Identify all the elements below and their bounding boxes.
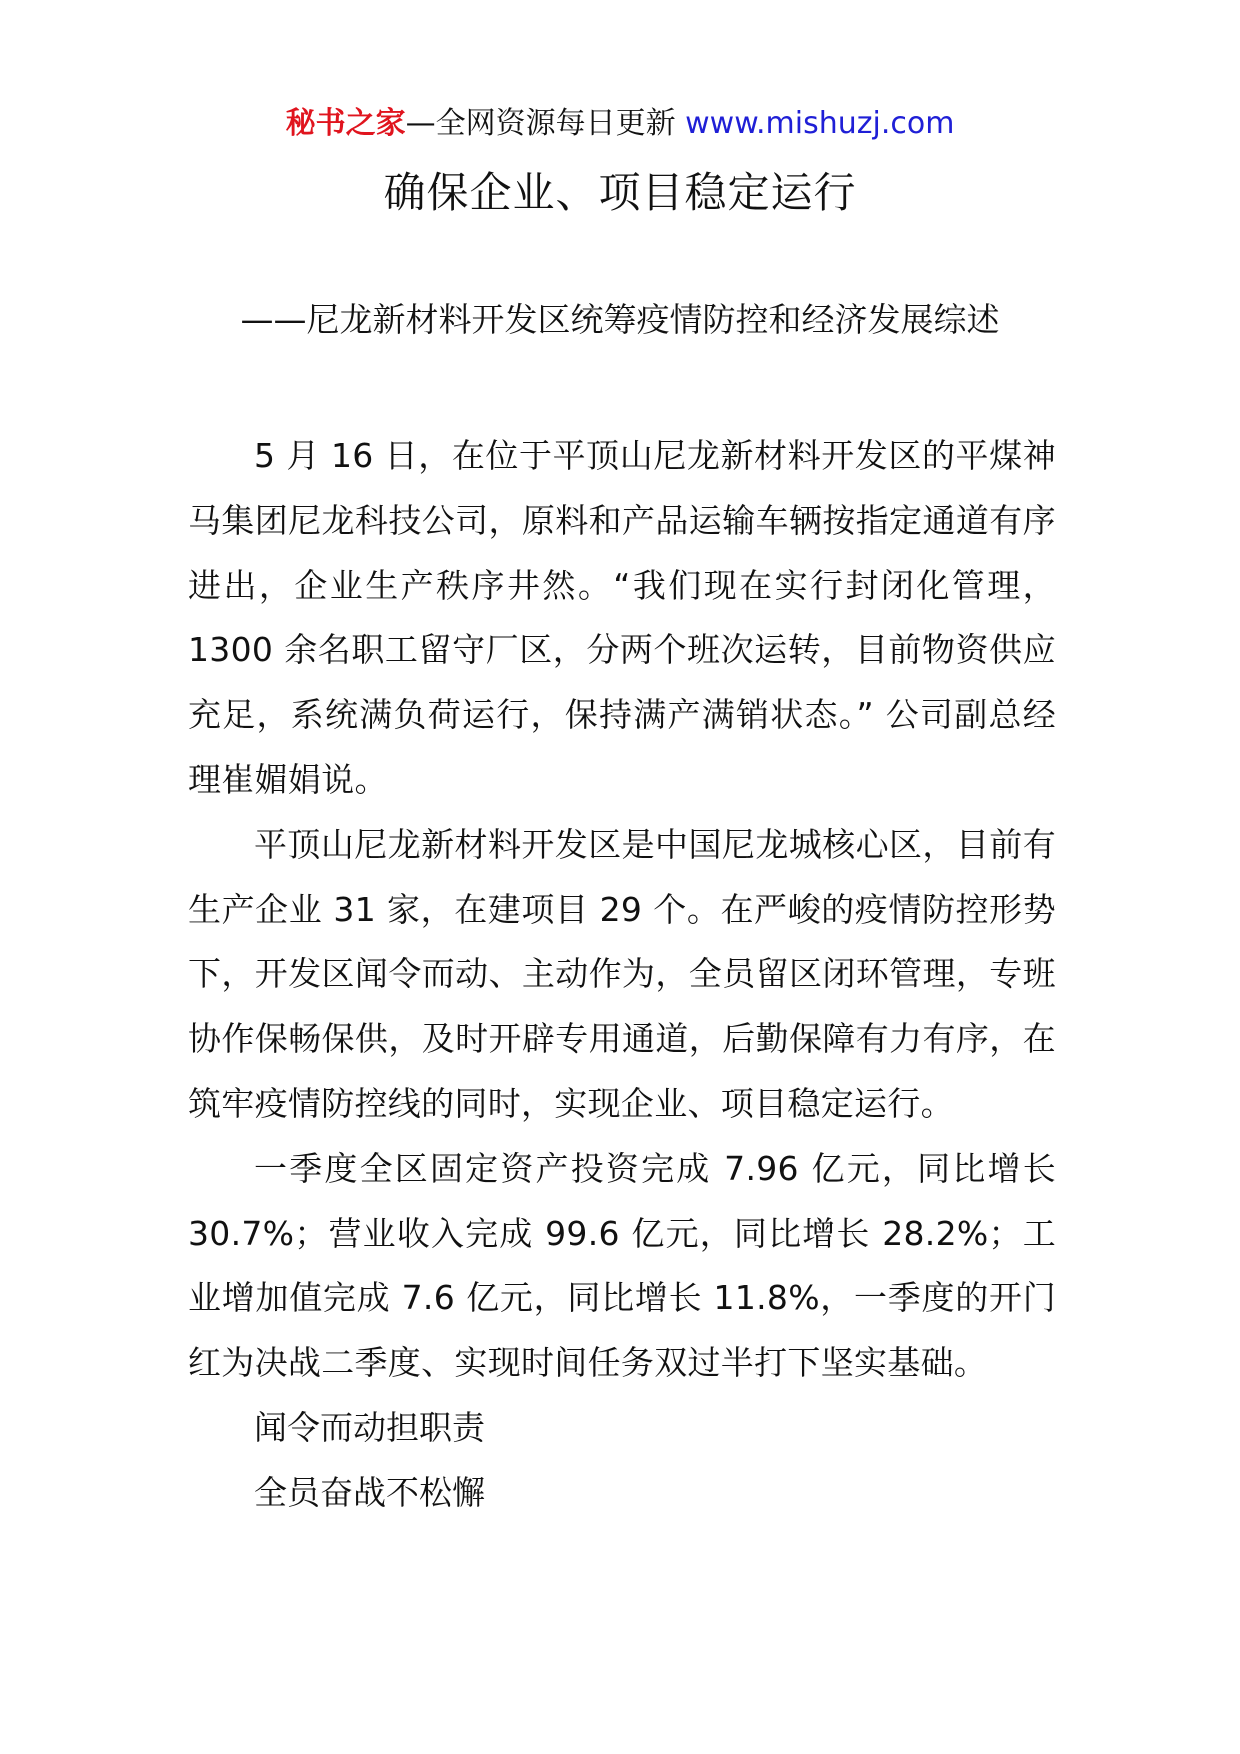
body-paragraph: 一季度全区固定资产投资完成 7.96 亿元，同比增长30.7%；营业收入完成 99.6 亿元，同比增长 28.2%；工业增加值完成 7.6 亿元，同比增长 11.8%，一季度的开门红为决战二季度、实现时间任务双过半打下坚实基础。 [188, 1148, 1056, 1383]
body-paragraph: 5 月 16 日，在位于平顶山尼龙新材料开发区的平煤神马集团尼龙科技公司，原料和产品运输车辆按指定通道有序进出，企业生产秩序井然。“我们现在实行封闭化管理，1300 余名职工留守厂区，分两个班次运转，目前物资供应充足，系统满负荷运行，保持满产满销状态。” 公司副总经理崔媚娟说。 [188, 436, 1056, 799]
site-header [0, 104, 1240, 144]
document-body [188, 424, 1056, 1526]
section-heading: 全员奋战不松懈 [254, 1472, 485, 1512]
section-heading: 闻令而动担职责 [254, 1407, 485, 1447]
document-title: 确保企业、项目稳定运行 [383, 168, 857, 217]
brand-name: 秘书之家 [285, 106, 406, 141]
site-url-link[interactable]: www.mishuzj.com [685, 106, 955, 141]
document-subtitle: ——尼龙新材料开发区统筹疫情防控和经济发展综述 [240, 300, 1000, 339]
body-paragraph: 平顶山尼龙新材料开发区是中国尼龙城核心区，目前有生产企业 31 家，在建项目 29 个。在严峻的疫情防控形势下，开发区闻令而动、主动作为，全员留区闭环管理，专班协作保畅保供，及时开辟专用通道，后勤保障有力有序，在筑牢疫情防控线的同时，实现企业、项目稳定运行。 [188, 824, 1056, 1123]
header-slogan: —全网资源每日更新 [405, 106, 686, 141]
